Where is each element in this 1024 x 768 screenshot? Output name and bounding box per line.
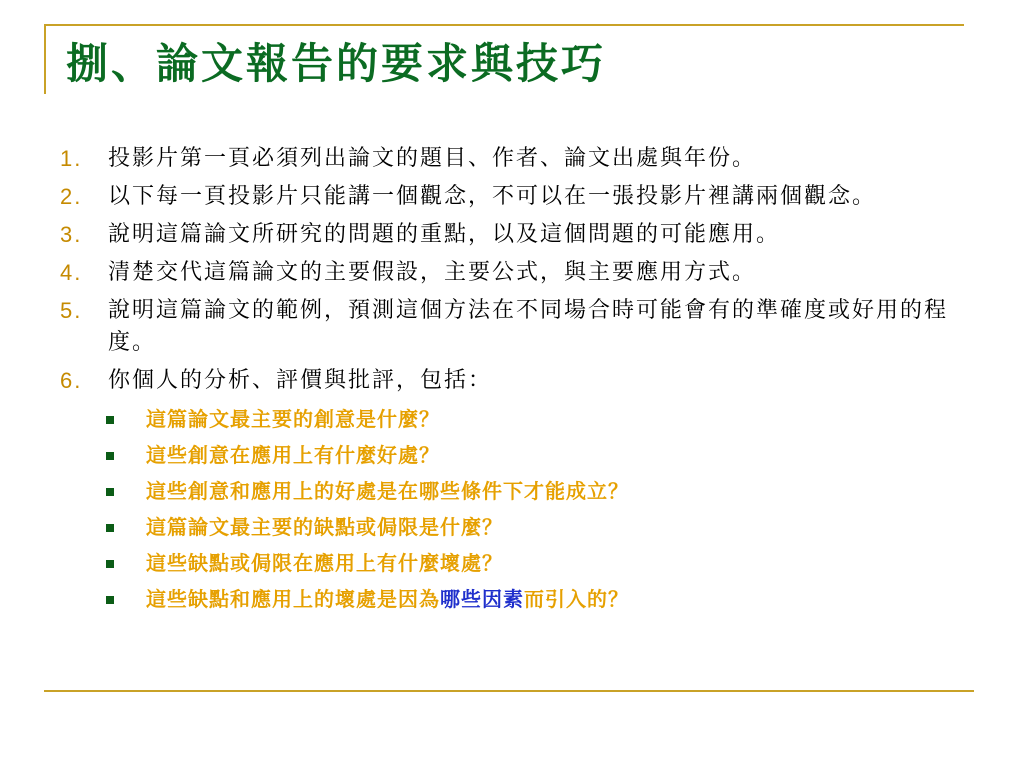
sub-item-text: 這些創意和應用上的好處是在哪些條件下才能成立？ — [146, 479, 629, 503]
sub-list-item — [98, 401, 960, 437]
sub-item-text: 這篇論文最主要的創意是什麼？ — [146, 407, 440, 431]
item-text: 說明這篇論文所研究的問題的重點，以及這個問題的可能應用。 — [108, 222, 781, 247]
list-item-2 — [60, 181, 960, 213]
item-number: 5. — [60, 298, 83, 323]
item-text: 說明這篇論文的範例，預測這個方法在不同場合時可能會有的準確度或好用的程度。 — [108, 298, 949, 355]
item-number: 2. — [60, 184, 83, 209]
sub-list-item — [98, 473, 960, 509]
list-item-3 — [60, 219, 960, 251]
sub-item-text: 這篇論文最主要的缺點或侷限是什麼？ — [146, 515, 503, 539]
sub-list-item — [98, 545, 960, 581]
sub-item-text-pre: 這些缺點和應用上的壞處是因為 — [146, 587, 440, 611]
sub-list-item — [98, 509, 960, 545]
sub-item-text-post: 而引入的？ — [524, 587, 629, 611]
item-text: 你個人的分析、評價與批評，包括： — [108, 368, 493, 393]
sub-list-item — [98, 437, 960, 473]
slide-title: 捌、論文報告的要求與技巧 — [66, 39, 607, 88]
sub-item-text: 這些創意在應用上有什麼好處？ — [146, 443, 440, 467]
sub-list-item — [98, 581, 960, 617]
frame-top-line — [44, 24, 964, 26]
item-number: 4. — [60, 260, 83, 285]
item-number: 3. — [60, 222, 83, 247]
main-list — [60, 143, 960, 623]
square-bullet-icon — [106, 488, 114, 496]
sub-list — [98, 401, 960, 617]
item-text: 以下每一頁投影片只能講一個觀念，不可以在一張投影片裡講兩個觀念。 — [108, 184, 877, 209]
square-bullet-icon — [106, 596, 114, 604]
list-item-1 — [60, 143, 960, 175]
item-text: 清楚交代這篇論文的主要假設，主要公式，與主要應用方式。 — [108, 260, 757, 285]
highlight-text: 哪些因素 — [440, 587, 524, 611]
frame-left-line — [44, 24, 46, 94]
frame-bottom-line — [44, 690, 974, 692]
square-bullet-icon — [106, 524, 114, 532]
item-number: 1. — [60, 146, 83, 171]
item-number: 6. — [60, 368, 83, 393]
sub-item-text: 這些缺點或侷限在應用上有什麼壞處？ — [146, 551, 503, 575]
square-bullet-icon — [106, 452, 114, 460]
square-bullet-icon — [106, 560, 114, 568]
square-bullet-icon — [106, 416, 114, 424]
list-item-5 — [60, 295, 960, 359]
item-text: 投影片第一頁必須列出論文的題目、作者、論文出處與年份。 — [108, 146, 757, 171]
list-item-4 — [60, 257, 960, 289]
list-item-6 — [60, 365, 960, 617]
